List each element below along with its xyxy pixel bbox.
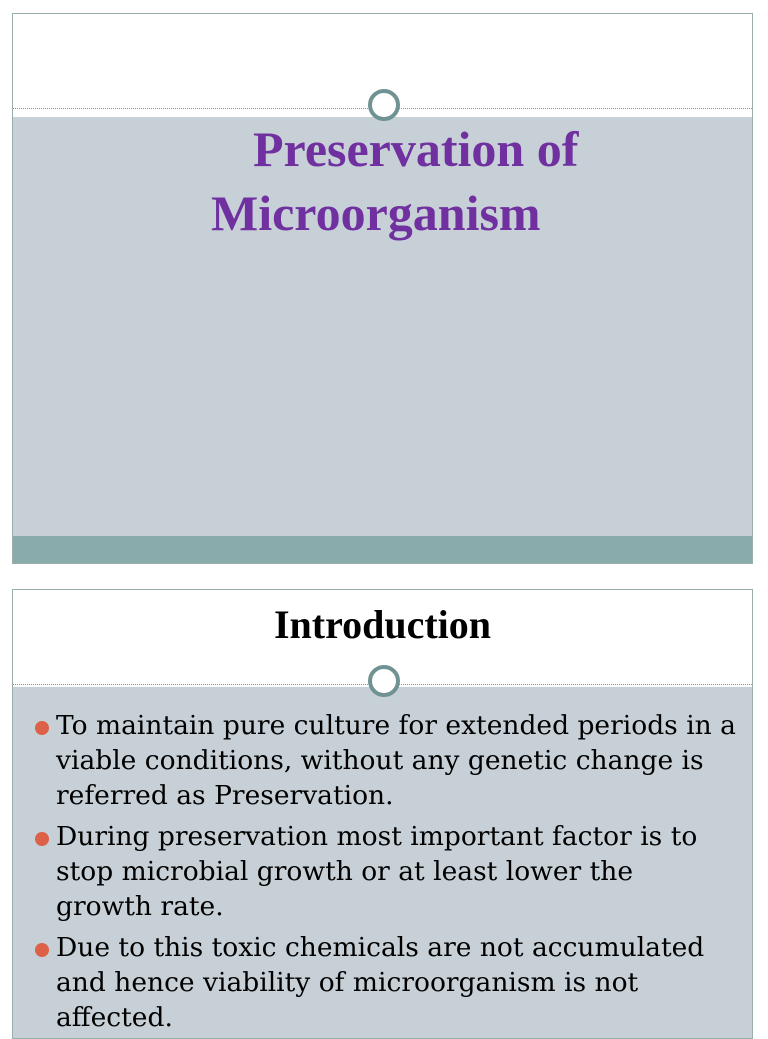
- title-slide: [12, 13, 753, 564]
- bullet-text: To maintain pure culture for extended periods in a viable conditions, without any genetic change is referred as Preservation.: [56, 710, 736, 811]
- bullet-list: [13, 708, 752, 1039]
- bullet-text: During preservation most important factor is to stop microbial growth or at least lower the growth rate.: [56, 821, 698, 922]
- slide-heading: Introduction: [273, 602, 492, 647]
- slide-title-line: Microorganism: [211, 185, 541, 241]
- round-bullet-icon: [35, 832, 49, 846]
- bullet-text: Due to this toxic chemicals are not accumulated and hence viability of microorganism is not affected.: [56, 932, 705, 1033]
- slide-footer-bar: [13, 536, 752, 563]
- bullet-item: [13, 819, 752, 924]
- bullet-item: [13, 708, 752, 813]
- bullet-item: [13, 930, 752, 1035]
- slide-content-panel: [13, 117, 752, 536]
- round-bullet-icon: [35, 721, 49, 735]
- slide-title-line: Preservation of: [253, 121, 579, 177]
- circle-ring-icon: [368, 89, 400, 121]
- round-bullet-icon: [35, 943, 49, 957]
- introduction-slide: [12, 589, 753, 1039]
- circle-ring-icon: [368, 665, 400, 697]
